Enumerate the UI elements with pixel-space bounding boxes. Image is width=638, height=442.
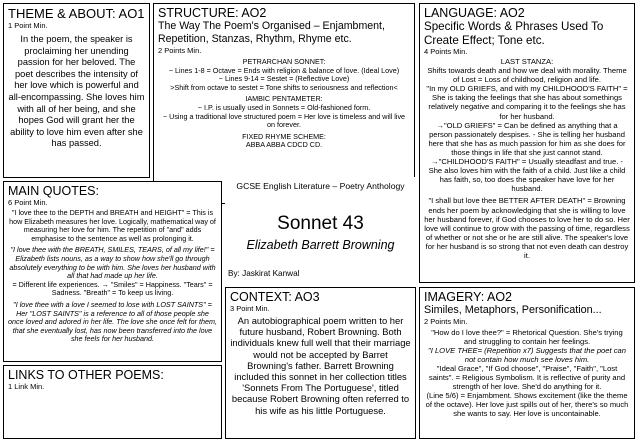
language-paragraph: "I shall but love thee BETTER AFTER DEATH" = Browning ends her poem by acknowledging that she is willing to love her husband forever, if God chooses to love her to do so. Her love will continue to grow with the passing of time, regardless of whether or not she or he are still alive. The speaker's love for her husband is so strong that not even death can destroy it. [424,196,630,260]
structure-line: IAMBIC PENTAMETER: [245,94,323,104]
theme-marks: 1 Point Min. [8,21,48,30]
quote-paragraph: "I love thee with a love I seemed to lose with LOST SAINTS" = Her "LOST SAINTS" is a reference to all of those people she once loved and adored in her life. The love she once felt for them, that she eventually lost, has now been transferred into the love she feels for her husband. [8,299,217,344]
structure-line: >Shift from octave to sestet = Tone shifts to seriousness and reflection< [170,82,398,92]
quotes-marks: 6 Point Min. [8,198,48,207]
structure-box [153,3,415,204]
theme-heading: THEME & ABOUT: AO1 [8,6,145,21]
context-text: An autobiographical poem written to her future husband, Robert Browning. Both individuals knew full well that their marriage would not be accepted by Barret Browning's father. Barrett Browning included this sonnet in her collection titles 'Sonnets From The Portuguese', titled because Robert Browning often referred to his wife as his little Portuguese. [230,315,411,416]
imagery-marks: 2 Points Min. [424,316,468,326]
structure-line: PETRARCHAN SONNET: [242,57,326,66]
author-credit: By: Jaskirat Kanwal [228,269,300,278]
quote-paragraph: "I love thee to the DEPTH and BREATH and HEIGHT" = This is how Elizabeth measures her love. Logically, mathematical way of measuring her love for him. The repetition of "and" adds emphasise to the sentence as well as prolonging it. [9,208,216,243]
language-paragraph: Shifts towards death and how we deal with morality. Theme of Lost = Loss of childhood, religion and life. [427,66,627,85]
links-marks: 1 Link Min. [8,382,45,391]
title-box [225,177,416,283]
poet-name: Elizabeth Barrett Browning [246,238,395,252]
links-box [3,365,222,439]
context-box [225,287,416,439]
language-body [424,57,630,260]
structure-line: ~ Lines 9-14 = Sestet = (Reflective Love) [218,74,350,84]
quotes-box [3,181,222,362]
quotes-body [8,209,217,344]
language-paragraph: →"OLD GRIEFS" = Can be defined as anything that a person passionately despises. - She is telling her husband here that she has as much passion for him as she does for those things in life that she just cannot stand. [428,120,626,157]
quote-paragraph: = Different life experiences. → "Smiles" = Happiness. "Tears" = Sadness. "Breath" = To keep us living. [12,279,213,298]
context-marks: 3 Point Min. [230,304,270,313]
imagery-body [424,328,630,419]
quotes-heading: MAIN QUOTES: [8,184,99,198]
poem-title: Sonnet 43 [277,213,364,234]
imagery-box [419,287,635,439]
imagery-paragraph: (Line 5/6) = Enjambment. Shows excitement (like the theme of the octave). Her love just spills out of her, there's so much she wants to say. Her love is uncontainable. [425,391,629,419]
imagery-heading: IMAGERY: AO2 [424,290,513,304]
imagery-subheading: Similes, Metaphors, Personification... [424,304,602,316]
quote-paragraph: "I love thee with the BREATH, SMILES, TEARS, of all my life!" = Elizabeth lists nouns, as a way to show how she'll go through absolutely everything to be with him. She loves her husband with all that had made up her life. [9,245,216,281]
language-subheading: Specific Words & Phrases Used To Create Effect; Tone etc. [424,20,604,47]
structure-line: ~ Using a traditional love structured poem = Her love is timeless and will live on forever. [162,111,406,130]
theme-text: In the poem, the speaker is proclaiming her unending passion for her beloved. The poet describes the intensity of her love which is powerful and all-encompassing. She loves him with all of her being, and she hopes God will grant her the ability to love him even after she has passed. [8,34,145,149]
language-marks: 4 Points Min. [424,47,468,56]
imagery-paragraph: "Ideal Grace", "If God choose", "Praise", "Faith", "Lost saints". = Religious Symbolism. It is reflective of purity and strength of her love. She'd do anything for it. [428,363,626,392]
context-heading: CONTEXT: AO3 [230,290,320,304]
links-heading: LINKS TO OTHER POEMS: [8,368,164,382]
structure-line: ~ Lines 1-8 = Octave = Ends with religion & balance of love. (Ideal Love) [168,65,400,75]
structure-body [158,58,410,150]
language-heading: LANGUAGE: AO2 [424,6,525,20]
language-stanza-title: LAST STANZA: [500,57,554,66]
structure-line: ABBA ABBA CDCD CD. [245,140,323,150]
structure-heading: STRUCTURE: AO2 [158,6,267,20]
language-box [419,3,635,283]
structure-line: FIXED RHYME SCHEME: [242,131,326,141]
imagery-paragraph: "How do I love thee?" = Rhetorical Question. She's trying and struggling to contain her feelings. [431,327,623,346]
language-paragraph: →"CHILDHOOD'S FAITH" = Usually steadfast and true. - She also loves him with the faith of a child. Just like a child has faith, so, too does the speaker have love for her husband. [428,157,626,194]
theme-box [3,3,150,178]
structure-subheading: The Way The Poem's Organised – Enjambment, Repetition, Stanzas, Rhythm, Rhyme etc. [158,20,385,45]
course-label: GCSE English Literature – Poetry Anthology [236,181,405,191]
language-paragraph: "In my OLD GRIEFS, and with my CHILDHOOD'S FAITH" = She is taking the feelings that she has about somethings relatively negative and comparing it to the feelings she has for her husband. [426,84,628,121]
structure-line: ~ I.P. is usually used in Sonnets = Old-fashioned form. [197,102,371,112]
structure-marks: 2 Points Min. [158,46,202,55]
imagery-paragraph: "I LOVE THEE= (Repetition x7) Suggests that the poet can not contain how much see loves him. [428,345,626,364]
